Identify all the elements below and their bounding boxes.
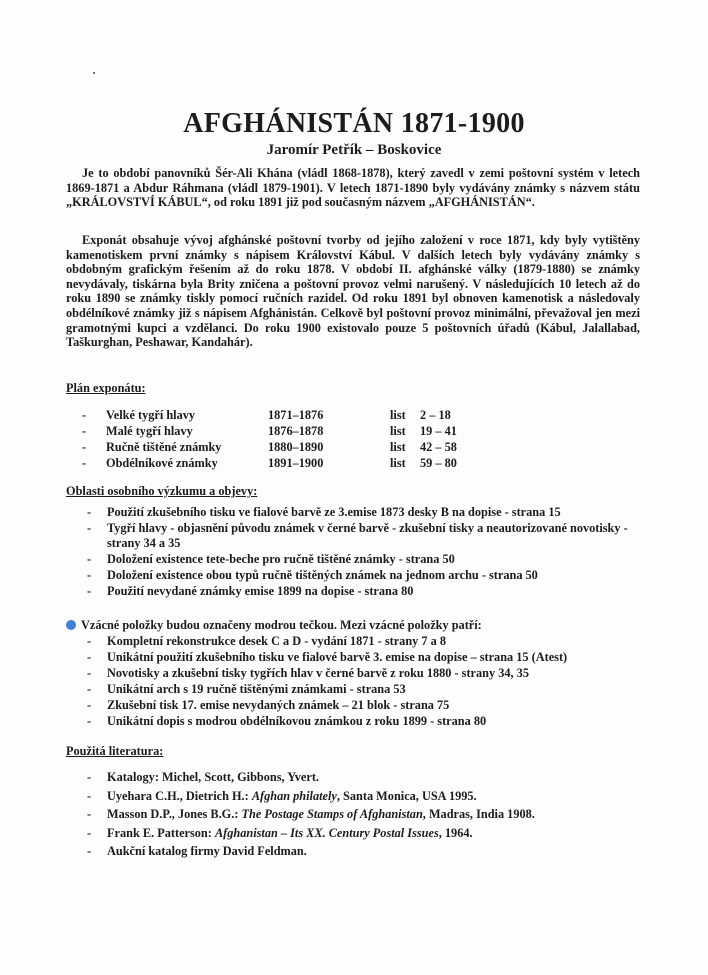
research-item: [82, 521, 662, 550]
rare-item: [82, 650, 662, 665]
dash-bullet: -: [87, 807, 92, 822]
rare-item-text: Unikátní arch s 19 ručně tištěnými známkami - strana 53: [107, 681, 406, 696]
rare-item: [82, 714, 662, 729]
rare-item-text: Zkušební tisk 17. emise nevydaných známek – 21 blok - strana 75: [107, 697, 450, 712]
plan-name: Malé tygří hlavy: [106, 423, 193, 438]
page-title: AFGHÁNISTÁN 1871-1900: [183, 108, 525, 139]
literature-item: [82, 789, 662, 804]
dash-bullet: -: [87, 713, 92, 728]
intro-paragraph-1: Je to období panovníků Šér-Ali Khána (vládl 1868-1878), který zavedl v zemi poštovní systém v letech 1869-1871 a Abdur Ráhmana (vládl 1879-1901). V letech 1871-1890 byly vydávány známky s názvem státu „KRÁLOVSTVÍ KÁBUL“, od roku 1891 již pod současným názvem „AFGHÁNISTÁN“.: [66, 166, 640, 210]
dash-bullet: -: [87, 567, 92, 582]
literature-item: [82, 770, 662, 785]
plan-table: [82, 407, 480, 471]
research-item: [82, 584, 662, 599]
literature-details: , Madras, India 1908.: [422, 807, 535, 822]
plan-range: 59 – 80: [420, 455, 457, 470]
literature-author: Katalogy: Michel, Scott, Gibbons, Yvert.: [107, 770, 319, 784]
plan-dash: -: [82, 439, 87, 454]
rare-item: [82, 666, 662, 681]
literature-author: Aukční katalog firmy David Feldman.: [107, 844, 307, 859]
plan-name: Obdélníkové známky: [106, 455, 218, 470]
blue-dot-icon: [66, 620, 76, 630]
plan-row: [82, 455, 480, 471]
literature-item: [82, 807, 662, 822]
literature-title: The Postage Stamps of Afghanistan: [241, 807, 423, 822]
dash-bullet: -: [87, 634, 92, 648]
plan-name: Velké tygří hlavy: [106, 407, 196, 422]
plan-years: 1880–1890: [268, 439, 324, 454]
dash-bullet: -: [87, 521, 92, 536]
plan-list-word: list: [390, 439, 406, 454]
dash-bullet: -: [87, 583, 92, 598]
literature-title: Afghan philately: [251, 788, 337, 803]
literature-heading: Použitá literatura:: [66, 744, 164, 758]
literature-author: Uyehara C.H., Dietrich H.:: [107, 788, 252, 803]
plan-list-word: list: [390, 455, 406, 470]
plan-row: [82, 407, 480, 423]
rare-item: [82, 634, 662, 649]
plan-list-word: list: [390, 407, 406, 422]
plan-name: Ručně tištěné známky: [106, 439, 222, 454]
literature-author: Frank E. Patterson:: [107, 825, 215, 840]
plan-range: 19 – 41: [420, 423, 457, 438]
plan-row: [82, 439, 480, 455]
research-item: [82, 505, 662, 520]
research-item: [82, 552, 662, 567]
research-item: [82, 568, 662, 583]
dash-bullet: -: [87, 681, 92, 696]
dash-bullet: -: [87, 697, 92, 712]
research-heading: Oblasti osobního výzkumu a objevy:: [66, 484, 258, 498]
plan-row: [82, 423, 480, 439]
research-item-text: Tygří hlavy - objasnění původu známek v černé barvě - zkušební tisky a neautorizované novotisky - strany 34 a 35: [107, 521, 628, 550]
literature-list: [82, 770, 662, 863]
plan-range: 2 – 18: [420, 407, 451, 422]
literature-author: Masson D.P., Jones B.G.:: [107, 807, 242, 822]
rare-item-text: Kompletní rekonstrukce desek C a D - vydání 1871 - strany 7 a 8: [107, 634, 446, 648]
literature-details: , Santa Monica, USA 1995.: [336, 788, 477, 803]
rare-list: [82, 634, 662, 730]
rare-item-text: Unikátní použití zkušebního tisku ve fialové barvě 3. emise na dopise – strana 15 (Atest): [107, 649, 568, 664]
rare-item: [82, 698, 662, 713]
research-list: [82, 505, 662, 600]
plan-list-word: list: [390, 423, 406, 438]
plan-dash: -: [82, 455, 87, 470]
plan-years: 1891–1900: [268, 455, 324, 470]
dash-bullet: -: [87, 665, 92, 680]
rare-item-text: Novotisky a zkušební tisky tygřích hlav v černé barvě z roku 1880 - strany 34, 35: [107, 665, 529, 680]
rare-item: [82, 682, 662, 697]
dash-bullet: -: [87, 770, 92, 784]
literature-title: Afghanistan – Its XX. Century Postal Issues: [214, 825, 439, 840]
plan-dash: -: [82, 423, 87, 438]
research-item-text: Doložení existence tete-beche pro ručně tištěné známky - strana 50: [107, 551, 455, 566]
plan-years: 1871–1876: [268, 407, 324, 422]
dash-bullet: -: [87, 844, 92, 859]
rare-item-text: Unikátní dopis s modrou obdélníkovou známkou z roku 1899 - strana 80: [107, 713, 487, 728]
dash-bullet: -: [87, 825, 92, 840]
literature-item: [82, 826, 662, 841]
research-item-text: Použití nevydané známky emise 1899 na dopise - strana 80: [107, 583, 414, 598]
literature-item: [82, 844, 662, 859]
plan-dash: -: [82, 407, 87, 422]
plan-heading: Plán exponátu:: [66, 381, 146, 395]
research-item-text: Doložení existence obou typů ručně tištěných známek na jednom archu - strana 50: [107, 567, 538, 582]
plan-years: 1876–1878: [268, 423, 324, 438]
author-line: Jaromír Petřík – Boskovice: [266, 142, 442, 158]
plan-range: 42 – 58: [420, 439, 457, 454]
dash-bullet: -: [87, 788, 92, 803]
dash-bullet: -: [87, 551, 92, 566]
rare-intro-text: Vzácné položky budou označeny modrou tečkou. Mezi vzácné položky patří:: [81, 618, 482, 632]
research-item-text: Použití zkušebního tisku ve fialové barvě ze 3.emise 1873 desky B na dopise - strana 15: [107, 505, 561, 519]
literature-details: , 1964.: [438, 825, 473, 840]
rare-intro: [66, 618, 482, 633]
dash-bullet: -: [87, 505, 92, 519]
dash-bullet: -: [87, 649, 92, 664]
intro-paragraph-2: Exponát obsahuje vývoj afghánské poštovní tvorby od jejího založení v roce 1871, kdy byly vytištěny kamenotiskem první známky s nápisem Království Kábul. V dalších letech byly vydávány známky s obdobným grafickým řešením až do roku 1878. V období II. afghánské války (1879-1880) se známky nevydávaly, tiskárna byla Brity zničena a poštovní provoz velmi narušený. V následujících 10 letech až do roku 1890 se známky tiskly pomocí ručních razidel. Od roku 1891 byl obnoven kamenotisk a následovaly obdélníkové známky již s nápisem Afghánistán. Celkově byl poštovní provoz minimální, převažoval jen mezi gramotnými kupci a vzdělanci. Do roku 1900 existovalo pouze 5 poštovních úřadů (Kábul, Jalallabad, Taškurghan, Peshawar, Kandahár).: [66, 233, 640, 350]
scan-speck: [93, 72, 95, 74]
